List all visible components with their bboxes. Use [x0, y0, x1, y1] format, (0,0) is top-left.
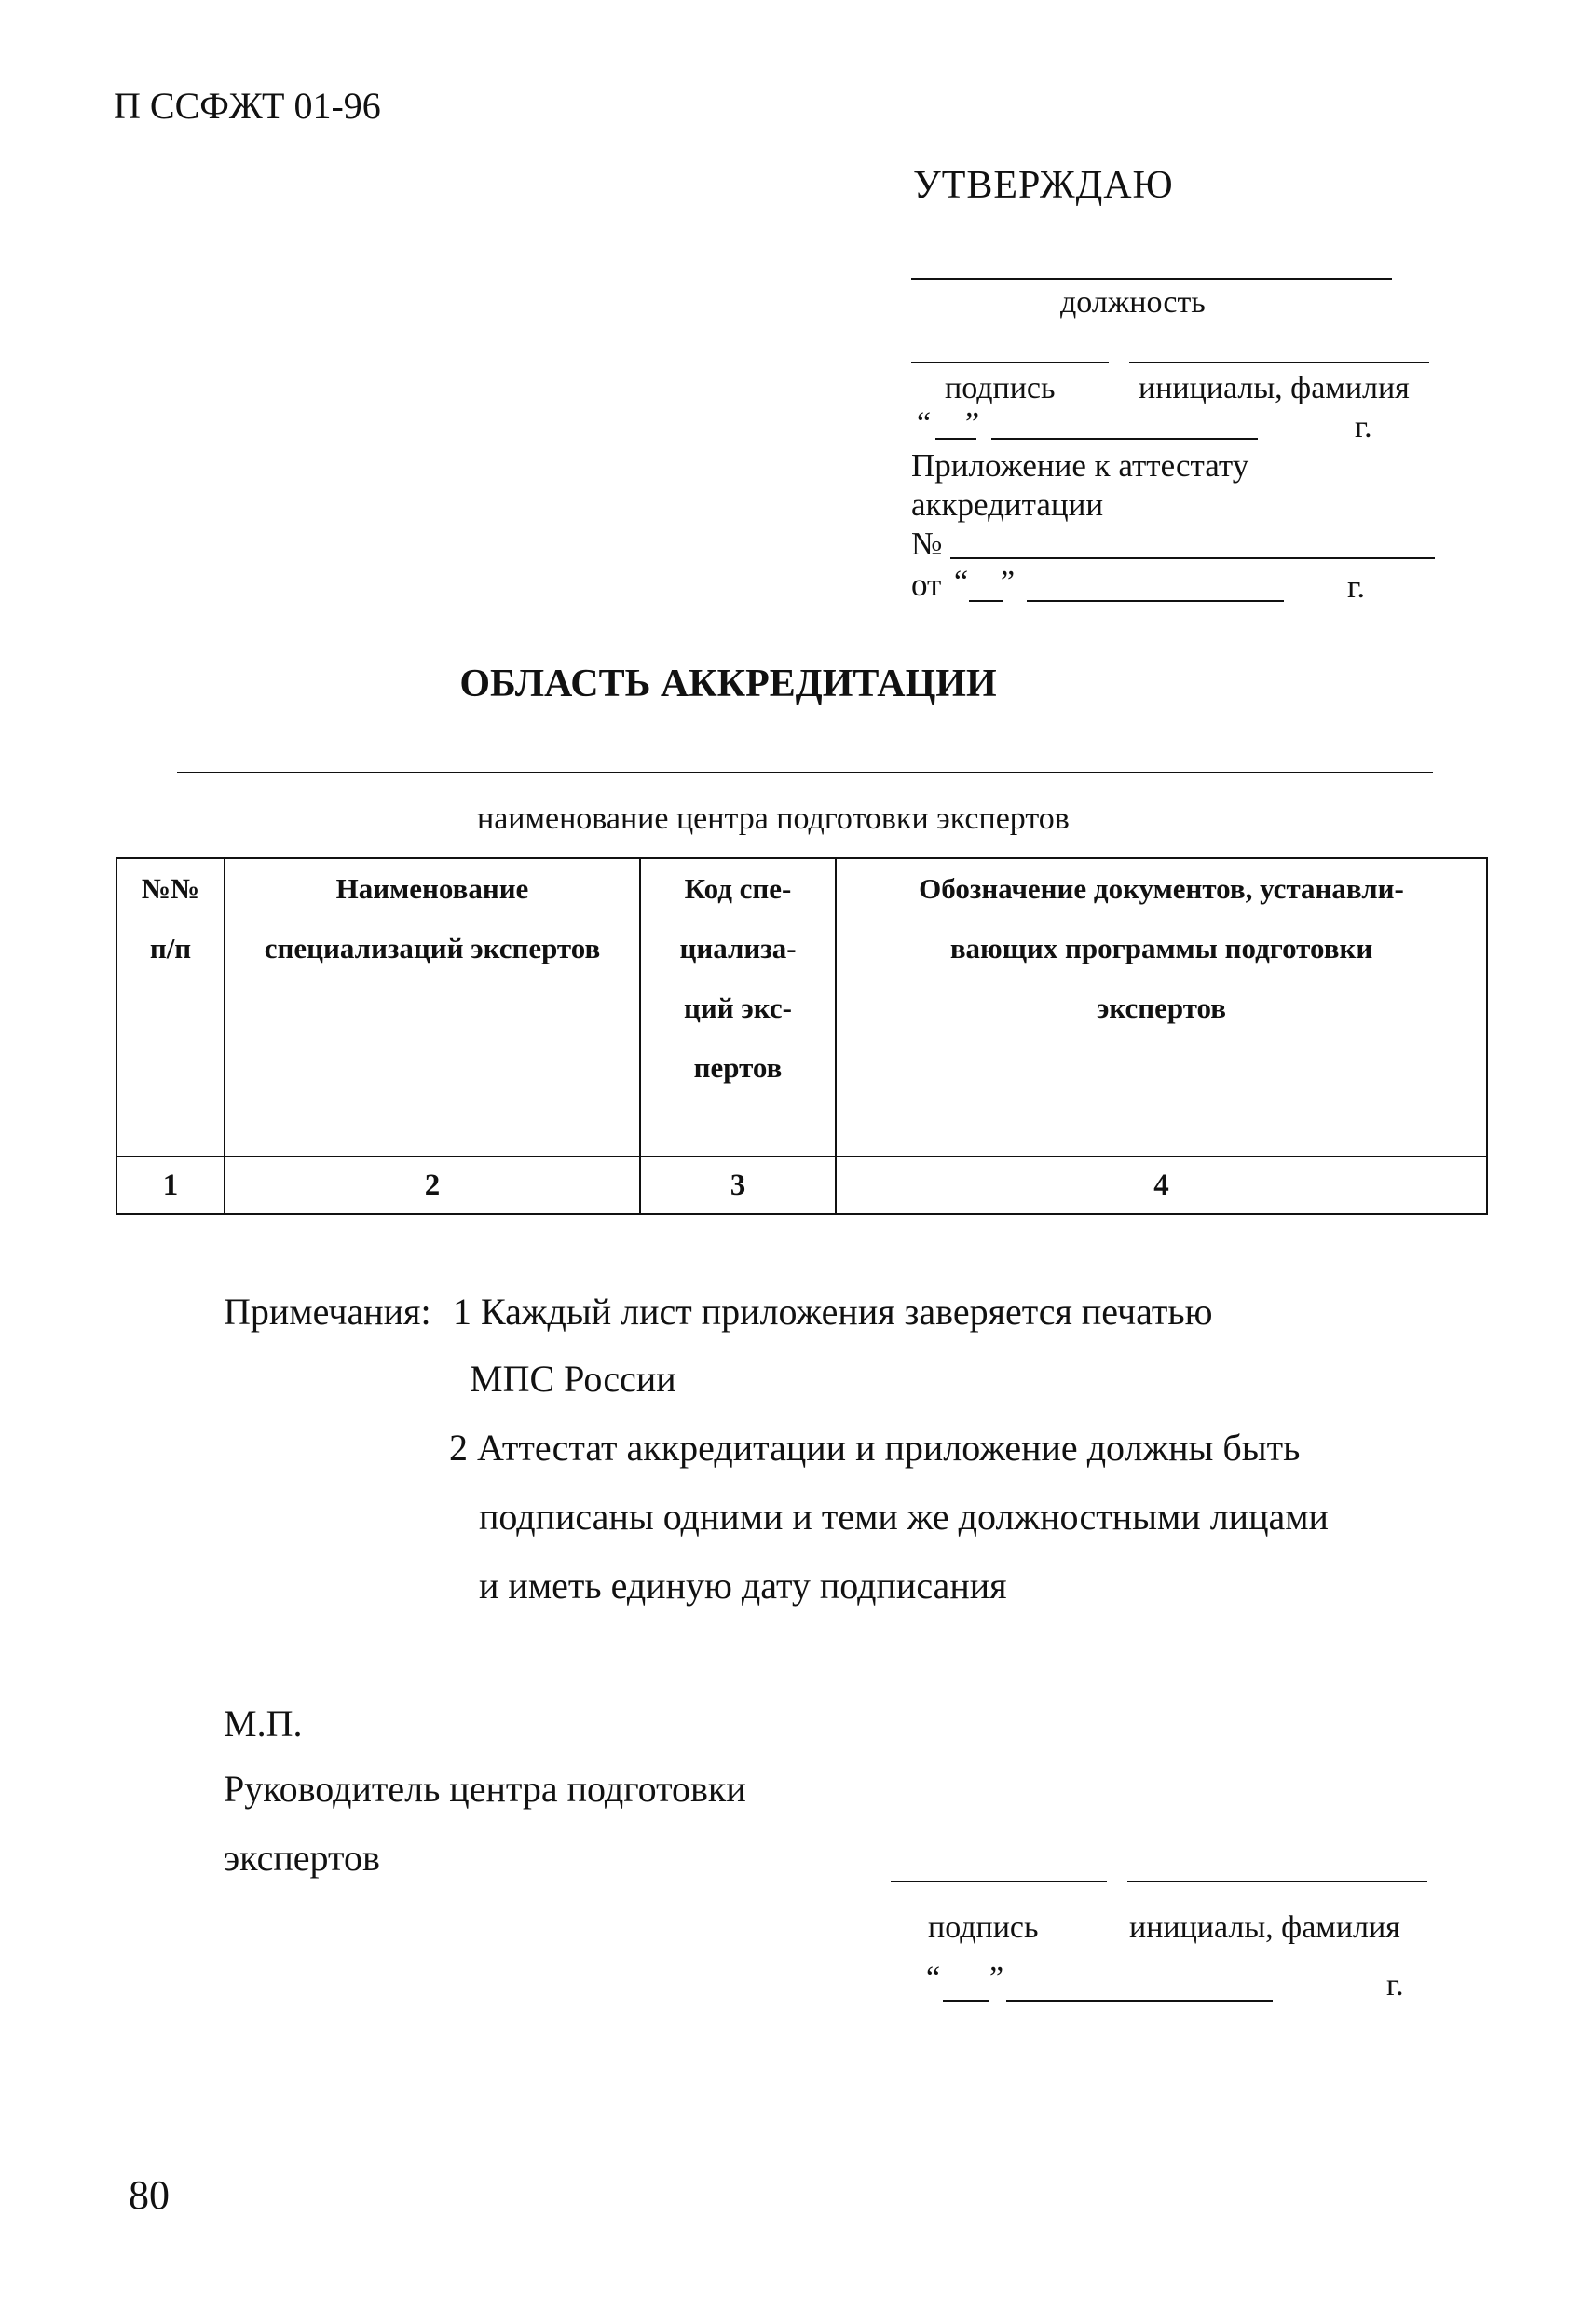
document-code: П ССФЖТ 01-96	[114, 85, 381, 127]
stamp-label: М.П.	[224, 1703, 303, 1744]
footer-quote-open: “	[926, 1961, 941, 1995]
from-quote-open: “	[954, 565, 969, 599]
date-quote-close: ”	[965, 406, 980, 441]
footer-signature-line	[891, 1881, 1107, 1882]
footer-day-line	[943, 2000, 989, 2002]
footer-month-line	[1006, 2000, 1273, 2002]
accreditation-scope-table	[116, 857, 1488, 1215]
signature-line	[911, 362, 1109, 363]
center-name-line	[177, 772, 1433, 773]
date-month-line	[991, 438, 1258, 440]
notes-label: Примечания:	[224, 1291, 431, 1333]
initials-label: инициалы, фамилия	[1139, 371, 1410, 405]
head-of-center-line-1: Руководитель центра подготовки	[224, 1768, 746, 1810]
from-quote-close: ”	[1001, 565, 1016, 599]
page-number: 80	[129, 2172, 170, 2218]
table-header-row	[116, 858, 1487, 1156]
footer-year-suffix: г.	[1386, 1968, 1404, 2003]
appendix-line-1: Приложение к аттестату	[911, 447, 1249, 484]
date-year-suffix: г.	[1355, 410, 1372, 445]
header-cell-specialization: Наименование специализаций экспертов	[225, 858, 640, 1156]
from-label: от	[911, 567, 942, 603]
note-1-line-2: МПС России	[470, 1358, 676, 1400]
position-line	[911, 278, 1392, 280]
position-label: должность	[1060, 285, 1206, 320]
column-number-3: 3	[640, 1156, 836, 1214]
column-number-1: 1	[116, 1156, 225, 1214]
from-month-line	[1027, 600, 1284, 602]
approve-heading: УТВЕРЖДАЮ	[913, 164, 1174, 207]
date-quote-open: “	[917, 406, 932, 441]
number-sign: №	[911, 526, 943, 562]
header-cell-documents: Обозначение документов, устанавли- вающих программы подготовки экспертов	[836, 858, 1487, 1156]
footer-initials-line	[1127, 1881, 1427, 1882]
note-2-line-1: 2 Аттестат аккредитации и приложение должны быть	[449, 1427, 1301, 1469]
from-year-suffix: г.	[1347, 568, 1366, 605]
number-line	[950, 557, 1435, 559]
note-1-line-1: 1 Каждый лист приложения заверяется печатью	[453, 1291, 1213, 1333]
page-title: ОБЛАСТЬ АККРЕДИТАЦИИ	[459, 663, 997, 705]
footer-quote-close: ”	[989, 1961, 1004, 1995]
initials-line	[1129, 362, 1429, 363]
from-day-line	[969, 600, 1003, 602]
table-row	[116, 1156, 1487, 1214]
center-name-label: наименование центра подготовки экспертов	[477, 801, 1070, 836]
header-cell-code: Код спе- циализа- ций экс- пертов	[640, 858, 836, 1156]
signature-label: подпись	[945, 371, 1056, 405]
column-number-4: 4	[836, 1156, 1487, 1214]
note-2-line-3: и иметь единую дату подписания	[479, 1565, 1007, 1607]
head-of-center-line-2: экспертов	[224, 1837, 380, 1879]
note-2-line-2: подписаны одними и теми же должностными лицами	[479, 1496, 1329, 1538]
footer-initials-label: инициалы, фамилия	[1129, 1910, 1400, 1945]
header-cell-number: №№ п/п	[116, 858, 225, 1156]
appendix-line-2: аккредитации	[911, 486, 1104, 523]
footer-signature-label: подпись	[928, 1910, 1039, 1945]
column-number-2: 2	[225, 1156, 640, 1214]
